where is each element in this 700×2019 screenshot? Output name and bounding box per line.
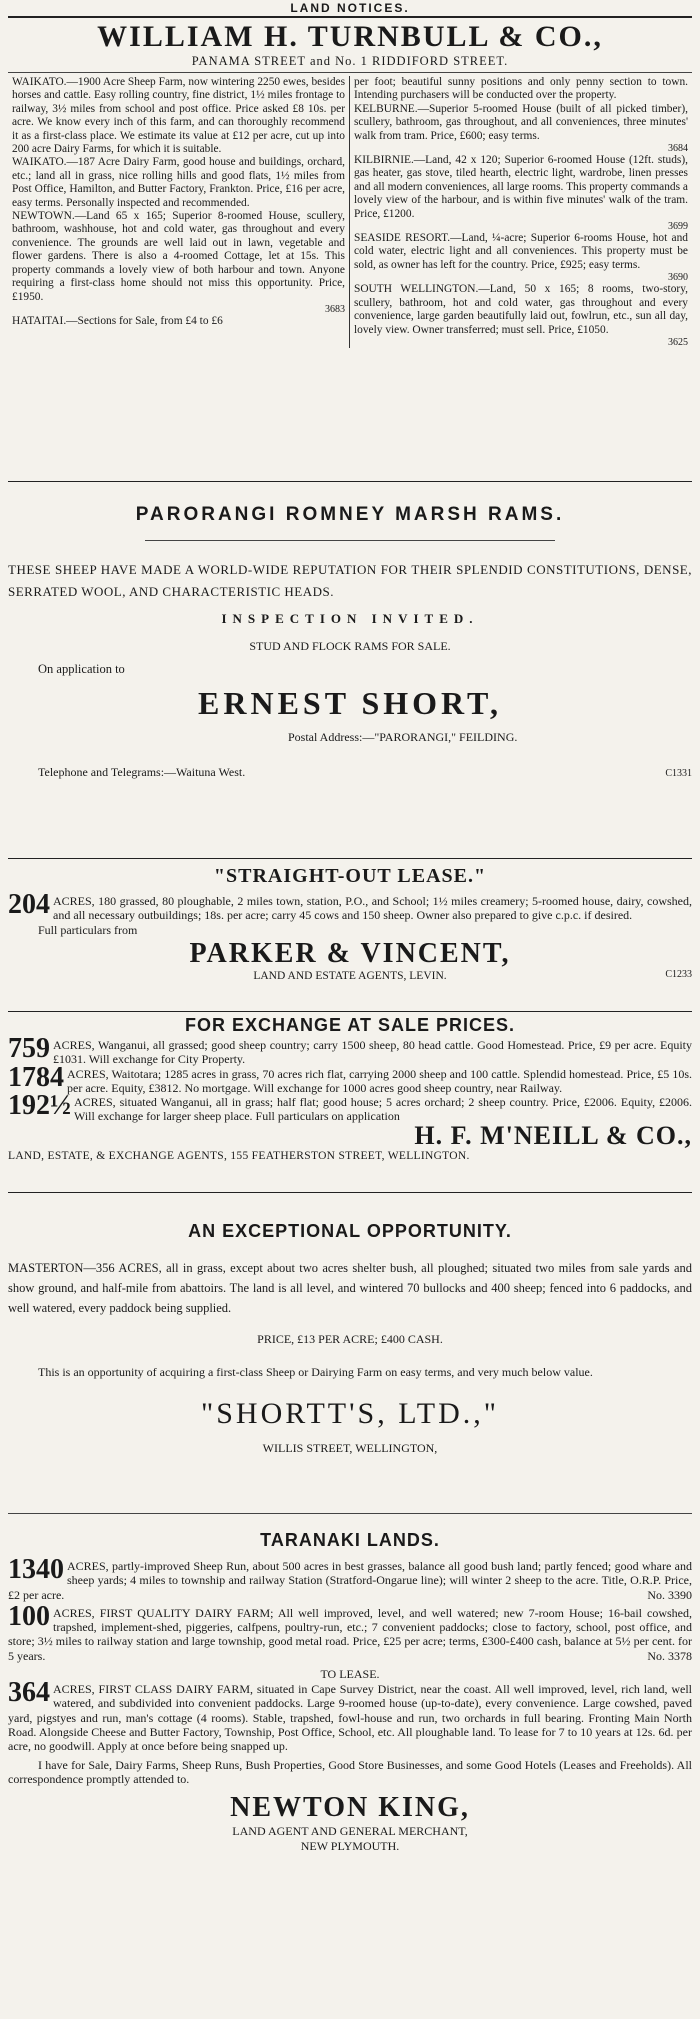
lease-agent-sub: LAND AND ESTATE AGENTS, LEVIN. bbox=[253, 969, 447, 982]
taranaki-item bbox=[8, 1554, 692, 1602]
turnbull-advert bbox=[8, 18, 692, 481]
exchange-acreage: 192½ bbox=[8, 1090, 71, 1122]
exchange-acreage: 759 bbox=[8, 1033, 50, 1064]
parorangi-ref: C1331 bbox=[665, 768, 692, 779]
taranaki-text: ACRES, FIRST CLASS DAIRY FARM, situated in Cape Survey District, near the coast. All well improved, level, rich land, well watered, and subdivided into convenient paddocks. Large 9-roomed house (up-to-date), every convenience. Large cowshed, paved yard, pigstyes and run, man's cottage (4 rooms). Stable, trapshed, fowl-house and run, two orchards in full bearing. Fronting Main North Road. Alongside Cheese and Butter Factory, Township, Post Office, School, etc. All ploughable land. To lease for 7 to 10 years at 12s. 6d. per acre, no goodwill. Apply at once before being snapped up. bbox=[8, 1682, 692, 1754]
taranaki-lease-item bbox=[8, 1677, 692, 1754]
exceptional-agent-name: "SHORTT'S, LTD.," bbox=[200, 1397, 500, 1430]
parorangi-stud: STUD AND FLOCK RAMS FOR SALE. bbox=[249, 639, 451, 653]
taranaki-item bbox=[8, 1600, 692, 1663]
parorangi-body: THESE SHEEP HAVE MADE A WORLD-WIDE REPUTATION FOR THEIR SPLENDID CONSTITUTIONS, DENSE, SERRATED WOOL, AND CHARACTERISTIC HEADS. bbox=[8, 562, 692, 599]
parorangi-application: On application to bbox=[38, 662, 125, 676]
exchange-text: ACRES, Wanganui, all grassed; good sheep country; carry 1500 sheep, 80 head cattle. Good Homestead. Price, £9 per acre. Equity £1031. Will exchange for City Property. bbox=[53, 1038, 692, 1067]
exchange-text: ACRES, situated Wanganui, all in grass; half flat; good house; 5 acres orchard; 2 sheep country. Price, £2006. Equity, £2006. Will exchange for larger sheep place. Full particulars on application bbox=[74, 1095, 692, 1124]
lease-particulars: Full particulars from bbox=[38, 922, 138, 937]
listing-kelburne: KELBURNE.—Superior 5-roomed House (built of all picked timber), scullery, bathroom, gas throughout, and all conveniences, three minutes' walk from tram. Price, £600; easy terms. bbox=[354, 102, 688, 142]
parorangi-advert bbox=[8, 482, 692, 858]
exchange-agent-name: H. F. M'NEILL & CO., bbox=[414, 1120, 692, 1150]
taranaki-closing: I have for Sale, Dairy Farms, Sheep Runs, Bush Properties, Good Store Businesses, and some Good Hotels (Leases and Freeholds). All correspondence promptly attended to. bbox=[8, 1757, 692, 1786]
taranaki-agent-sub: LAND AGENT AND GENERAL MERCHANT, bbox=[232, 1824, 468, 1839]
parorangi-name: ERNEST SHORT, bbox=[198, 685, 502, 721]
lease-acreage: 204 bbox=[8, 889, 50, 920]
exchange-acreage: 1784 bbox=[8, 1061, 64, 1093]
taranaki-ref: No. 3390 bbox=[647, 1587, 692, 1602]
taranaki-acreage: 1340 bbox=[8, 1554, 64, 1585]
divider bbox=[145, 540, 555, 541]
exchange-item bbox=[8, 1061, 692, 1096]
exchange-item bbox=[8, 1033, 692, 1067]
exceptional-advert bbox=[8, 1193, 692, 1513]
turnbull-left-column bbox=[8, 76, 350, 348]
listing-seaside: SEASIDE RESORT.—Land, ¼-acre; Superior 6-rooms House, hot and cold water, electric light and all conveniences. This property must be sold, as owner has left for the country. Price, £925; easy terms. bbox=[354, 232, 688, 271]
lease-title: "STRAIGHT-OUT LEASE." bbox=[213, 865, 487, 887]
turnbull-columns bbox=[8, 76, 692, 348]
exceptional-agent-sub: WILLIS STREET, WELLINGTON, bbox=[262, 1441, 438, 1455]
taranaki-lease-heading: TO LEASE. bbox=[320, 1667, 380, 1682]
listing-ref: 3684 bbox=[668, 143, 688, 155]
exchange-item bbox=[8, 1090, 692, 1124]
listing-waikato-dairy: WAIKATO.—187 Acre Dairy Farm, good house and buildings, orchard, etc.; land all in grass, nice rolling hills and good flats, 1½ miles from Post Office, Hamilton, and Butter Factory, Frankton. Price, £16 per acre, easy terms. Personally inspected and recommended. bbox=[12, 156, 345, 209]
listing-ref: 3690 bbox=[668, 272, 688, 284]
exceptional-note: This is an opportunity of acquiring a first-class Sheep or Dairying Farm on easy terms, and very much below value. bbox=[38, 1365, 593, 1379]
turnbull-name: WILLIAM H. TURNBULL & CO., bbox=[97, 20, 603, 53]
lease-text: ACRES, 180 grassed, 80 ploughable, 2 miles town, station, P.O., and School; 1½ miles creamery; 5-roomed house, dairy, cowshed, and all necessary outbuildings; 18s. per acre; carry 45 cows and 150 sheep. Owner also prepared to give c.p.c. if desired. bbox=[53, 894, 692, 923]
exchange-agent-sub: LAND, ESTATE, & EXCHANGE AGENTS, 155 FEATHERSTON STREET, WELLINGTON. bbox=[8, 1149, 470, 1162]
lease-ref: C1233 bbox=[665, 968, 692, 980]
section-header: LAND NOTICES. bbox=[290, 1, 410, 15]
taranaki-advert bbox=[8, 1514, 692, 2014]
newspaper-page bbox=[8, 0, 692, 2014]
listing-kilbirnie: KILBIRNIE.—Land, 42 x 120; Superior 6-roomed House (12ft. studs), gas heater, gas stove, tiled hearth, electric light, wardrobe, linen presses and all modern conveniences, all large rooms. This property commands a lovely view of the harbour, and is within five minutes' walk of the tram. Price, £1200. bbox=[354, 154, 688, 220]
exceptional-title: AN EXCEPTIONAL OPPORTUNITY. bbox=[188, 1221, 512, 1241]
lease-agent-name: PARKER & VINCENT, bbox=[189, 937, 511, 969]
taranaki-text: ACRES, FIRST QUALITY DAIRY FARM; All well improved, level, and well watered; new 7-room House; 16-bail cowshed, trapshed, implement-shed, piggeries, calfpens, poultry-run, etc.; 7 convenient paddocks; close to factory, school, post office, and store; 3½ miles to railway station and large township, good metal road. Price, £25 per acre; terms, £300-£400 cash, balance at 5½ per cent. for 5 years. bbox=[8, 1605, 692, 1663]
lease-advert bbox=[8, 859, 692, 1011]
exceptional-price: PRICE, £13 PER ACRE; £400 CASH. bbox=[257, 1332, 443, 1346]
lease-body bbox=[8, 889, 692, 923]
exchange-title: FOR EXCHANGE AT SALE PRICES. bbox=[184, 1015, 516, 1035]
taranaki-text: ACRES, partly-improved Sheep Run, about 500 acres in best grasses, balance all good bush land; partly fenced; good whare and sheep yards; 4 miles to township and railway Station (Stratford-Ongarue line); will winter 2 sheep to the acre. Title, O.R.P. Price, £2 per acre. bbox=[8, 1559, 692, 1602]
taranaki-town: NEW PLYMOUTH. bbox=[300, 1839, 400, 1854]
turnbull-address: PANAMA STREET and No. 1 RIDDIFORD STREET. bbox=[191, 54, 509, 68]
taranaki-agent-name: NEWTON KING, bbox=[230, 1792, 470, 1824]
taranaki-ref: No. 3378 bbox=[647, 1648, 692, 1663]
listing-south-wellington: SOUTH WELLINGTON.—Land, 50 x 165; 8 rooms, two-story, scullery, bathroom, hot and cold water, gas throughout and every convenience, large garden beautifully laid out, fowlrun, etc., sun all day, lovely view. Owner transferred; must sell. Price, £1050. bbox=[354, 283, 688, 336]
listing-ref: 3699 bbox=[668, 221, 688, 233]
taranaki-acreage: 100 bbox=[8, 1600, 50, 1632]
exceptional-body: MASTERTON—356 ACRES, all in grass, except about two acres shelter bush, all ploughed; situated two miles from sale yards and show ground, and half-mile from abattoirs. The land is all level, and wintered 70 bullocks and 400 sheep; fenced into 6 paddocks, and well watered, every paddock being supplied. bbox=[8, 1261, 692, 1315]
parorangi-telephone: Telephone and Telegrams:—Waituna West. bbox=[38, 765, 246, 779]
parorangi-postal: Postal Address:—"PARORANGI," FEILDING. bbox=[288, 730, 518, 744]
exchange-text: ACRES, Waitotara; 1285 acres in grass, 70 acres rich flat, carrying 2000 sheep and 100 cattle. Splendid homestead. Price, £5 10s. per acre. Equity, £3812. No mortgage. Will exchange for 1000 acres good sheep country, near Railway. bbox=[67, 1066, 692, 1095]
turnbull-right-column bbox=[350, 76, 692, 348]
listing-hataitai-cont: per foot; beautiful sunny positions and only penny section to town. Intending purchasers will be conducted over the property. bbox=[354, 76, 688, 102]
taranaki-acreage: 364 bbox=[8, 1677, 50, 1709]
listing-ref: 3683 bbox=[325, 303, 345, 315]
listing-waikato-sheep: WAIKATO.—1900 Acre Sheep Farm, now wintering 2250 ewes, besides horses and cattle. Easy rolling country, fine district, 1½ miles frontage to railway, 3½ miles from school and post office. Price asked £8 10s. per acre. We know every inch of this farm, and can thoroughly recommend it as a first-class place. We estimate its value at £12 per acre, cut up into 200 acre Dairy Farms, for which it is suitable. bbox=[12, 76, 345, 156]
parorangi-inspection: INSPECTION INVITED. bbox=[221, 611, 479, 626]
listing-newtown: NEWTOWN.—Land 65 x 165; Superior 8-roomed House, scullery, bathroom, washhouse, hot and cold water, gas throughout and every convenience. The grounds are well laid out in lawn, vegetable and flower gardens. There is also a 4-roomed Cottage, let at 15s. This property commands a lovely view of both harbour and town. Anyone requiring a first-class home should not miss this opportunity. Price, £1950. bbox=[12, 210, 345, 303]
parorangi-title: PARORANGI ROMNEY MARSH RAMS. bbox=[135, 504, 565, 525]
taranaki-title: TARANAKI LANDS. bbox=[260, 1530, 440, 1550]
listing-hataitai: HATAITAI.—Sections for Sale, from £4 to £6 bbox=[12, 314, 223, 327]
turnbull-rule bbox=[8, 72, 692, 73]
listing-ref: 3625 bbox=[668, 336, 688, 348]
exchange-advert bbox=[8, 1012, 692, 1192]
